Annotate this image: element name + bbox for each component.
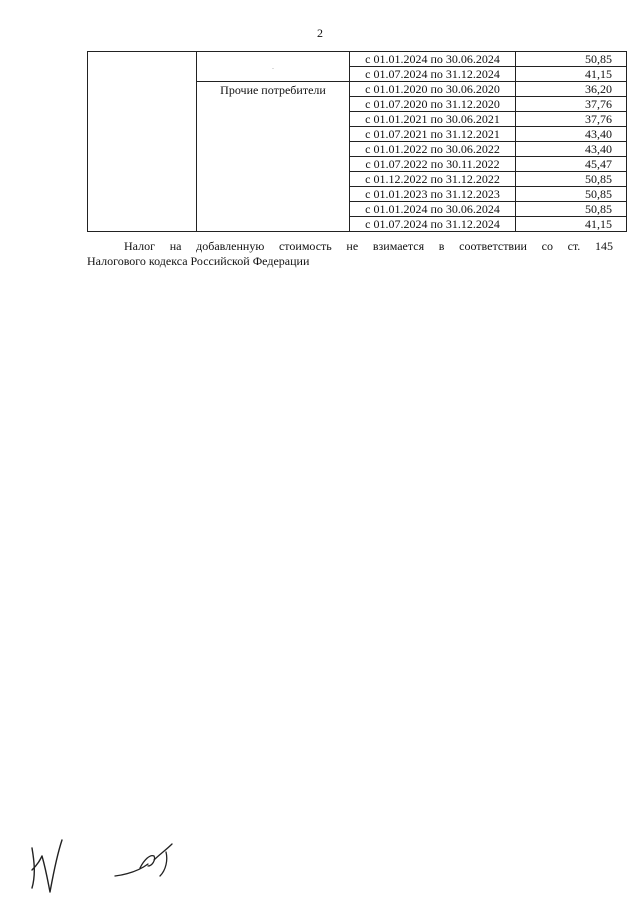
- value-cell: 37,76: [516, 112, 627, 127]
- dot-mark: .: [272, 65, 274, 71]
- consumer-cell-empty: [197, 52, 350, 82]
- period-cell: с 01.01.2021 по 30.06.2021: [350, 112, 516, 127]
- page-number: 2: [317, 26, 323, 40]
- vat-note: [87, 239, 613, 269]
- signature-handwritten: [115, 844, 172, 876]
- period-cell: с 01.01.2020 по 30.06.2020: [350, 82, 516, 97]
- value-cell: 37,76: [516, 97, 627, 112]
- period-cell: с 01.07.2021 по 31.12.2021: [350, 127, 516, 142]
- period-cell: с 01.01.2024 по 30.06.2024: [350, 52, 516, 67]
- blank-cell: [88, 52, 197, 232]
- value-cell: 50,85: [516, 52, 627, 67]
- value-cell: 41,15: [516, 67, 627, 82]
- vat-note-line-1: Налог на добавленную стоимость не взимается в соответствии со ст. 145: [124, 239, 613, 253]
- period-cell: с 01.01.2023 по 31.12.2023: [350, 187, 516, 202]
- consumer-label: Прочие потребители: [220, 83, 326, 97]
- vat-note-line-2: Налогового кодекса Российской Федерации: [87, 254, 310, 268]
- tariff-table-body: [88, 52, 627, 232]
- value-cell: 43,40: [516, 142, 627, 157]
- consumer-cell: [197, 82, 350, 232]
- period-cell: с 01.01.2022 по 30.06.2022: [350, 142, 516, 157]
- value-cell: 50,85: [516, 172, 627, 187]
- initials-handwritten: [32, 840, 62, 892]
- period-cell: с 01.01.2024 по 30.06.2024: [350, 202, 516, 217]
- period-cell: с 01.07.2020 по 31.12.2020: [350, 97, 516, 112]
- value-cell: 36,20: [516, 82, 627, 97]
- tariff-table: [87, 51, 627, 232]
- table-row: [88, 52, 627, 67]
- period-cell: с 01.07.2024 по 31.12.2024: [350, 217, 516, 232]
- period-cell: с 01.07.2024 по 31.12.2024: [350, 67, 516, 82]
- value-cell: 50,85: [516, 187, 627, 202]
- period-cell: с 01.07.2022 по 30.11.2022: [350, 157, 516, 172]
- period-cell: с 01.12.2022 по 31.12.2022: [350, 172, 516, 187]
- value-cell: 43,40: [516, 127, 627, 142]
- value-cell: 45,47: [516, 157, 627, 172]
- signature-marks: [20, 830, 220, 900]
- value-cell: 41,15: [516, 217, 627, 232]
- value-cell: 50,85: [516, 202, 627, 217]
